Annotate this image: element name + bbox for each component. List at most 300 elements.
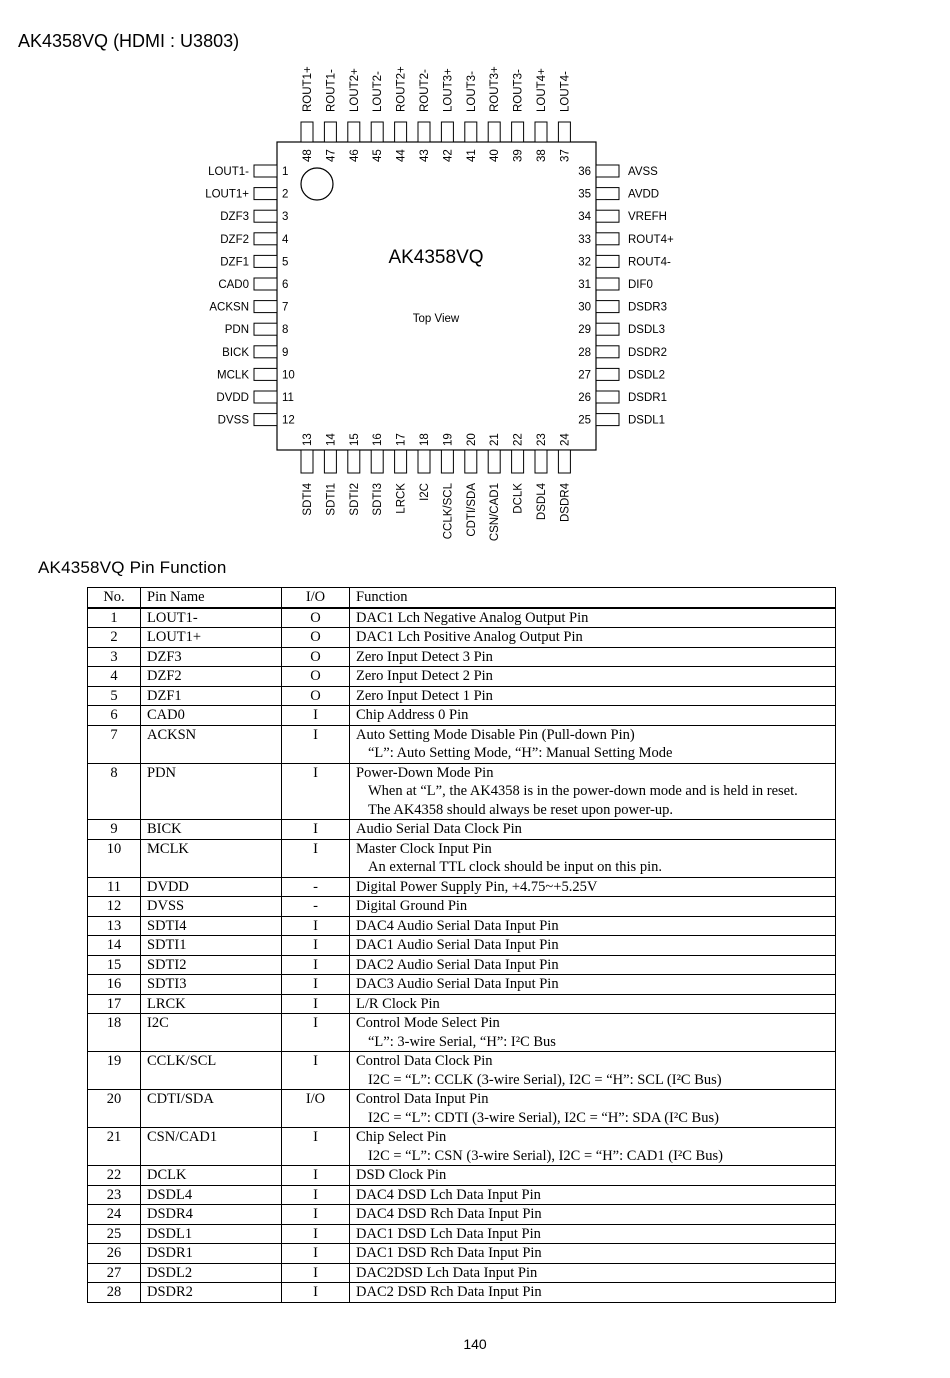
pin-label: LRCK — [395, 483, 408, 514]
pin-function-cell — [350, 1263, 836, 1283]
pin-io-cell: I — [282, 763, 350, 820]
pin-number: 27 — [578, 369, 591, 382]
pin-number: 3 — [282, 211, 289, 224]
pin-name-cell: MCLK — [141, 839, 282, 877]
table-row — [88, 647, 836, 667]
table-row — [88, 1185, 836, 1205]
pin-pad — [348, 122, 360, 142]
table-row — [88, 1128, 836, 1166]
function-text: Audio Serial Data Clock Pin — [356, 821, 522, 837]
pin-number: 12 — [282, 414, 295, 427]
pin-function-cell — [350, 1205, 836, 1225]
pin-name-cell: PDN — [141, 763, 282, 820]
pin-name-cell: SDTI3 — [141, 975, 282, 995]
function-text: DAC1 Lch Negative Analog Output Pin — [356, 609, 589, 626]
pin-pad — [418, 450, 430, 473]
pin-number: 19 — [442, 433, 455, 446]
table-row — [88, 667, 836, 687]
function-text: DAC4 Audio Serial Data Input Pin — [356, 917, 559, 934]
pin-io-cell: - — [282, 877, 350, 897]
pin-number: 35 — [578, 188, 591, 201]
pin-pad — [254, 278, 277, 290]
pin-label: CCLK/SCL — [442, 483, 455, 540]
pin-number: 34 — [578, 211, 591, 224]
pin-number: 36 — [578, 166, 591, 178]
pin-name-cell: DSDR4 — [141, 1205, 282, 1225]
function-text: Control Data Input Pin — [356, 1091, 489, 1107]
pin-label: BICK — [222, 346, 249, 359]
pin-function-cell — [350, 897, 836, 917]
pin-function-cell — [350, 628, 836, 648]
function-text: Chip Select Pin — [356, 1129, 447, 1145]
pin-no-cell: 7 — [88, 725, 141, 763]
pin-number: 10 — [282, 369, 295, 382]
pin-number: 33 — [578, 233, 591, 246]
pin-no-cell: 26 — [88, 1244, 141, 1264]
pin-label: ROUT1+ — [302, 66, 314, 112]
pin-io-cell: I — [282, 1263, 350, 1283]
pin-label: LOUT3+ — [442, 68, 455, 112]
pin-label: CDTI/SDA — [465, 483, 478, 537]
pin-label: AVDD — [628, 188, 660, 201]
pin-pad — [596, 368, 619, 380]
table-row — [88, 1090, 836, 1128]
function-text: DSD Clock Pin — [356, 1167, 447, 1183]
pin-function-title: AK4358VQ Pin Function — [38, 558, 227, 577]
pin-io-cell: I — [282, 1014, 350, 1052]
table-row — [88, 1014, 836, 1052]
table-row — [88, 820, 836, 840]
pin-label: LOUT4- — [559, 71, 572, 112]
function-text: DAC2DSD Lch Data Input Pin — [356, 1264, 538, 1281]
function-text: DAC2 DSD Rch Data Input Pin — [356, 1284, 542, 1300]
pin-label: LOUT1- — [208, 166, 249, 178]
pin-label: DVSS — [217, 414, 249, 427]
pin-no-cell: 2 — [88, 628, 141, 648]
pin-label: DSDR4 — [559, 483, 572, 522]
table-row — [88, 1205, 836, 1225]
function-text: DAC2 Audio Serial Data Input Pin — [356, 956, 559, 973]
pin-io-cell: O — [282, 628, 350, 648]
table-row — [88, 916, 836, 936]
pin-no-cell: 14 — [88, 936, 141, 956]
pin-number: 44 — [395, 149, 408, 162]
function-text: Zero Input Detect 1 Pin — [356, 687, 493, 704]
pin-name-cell: SDTI2 — [141, 955, 282, 975]
pin-pad — [418, 122, 430, 142]
pin-pad — [596, 233, 619, 245]
pin-pad — [254, 346, 277, 358]
pin-name-cell: CDTI/SDA — [141, 1090, 282, 1128]
table-row — [88, 706, 836, 726]
pin-label: AVSS — [628, 166, 658, 178]
pin-io-cell: O — [282, 608, 350, 628]
pin-no-cell: 25 — [88, 1224, 141, 1244]
pin-function-cell — [350, 706, 836, 726]
pin-io-cell: I — [282, 994, 350, 1014]
pin-label: DSDL2 — [628, 369, 666, 382]
pin-pad — [324, 450, 336, 473]
pin-number: 48 — [302, 149, 314, 162]
function-text: Chip Address 0 Pin — [356, 707, 469, 723]
pin-label: SDTI3 — [372, 483, 385, 516]
pin-no-cell: 19 — [88, 1052, 141, 1090]
table-row — [88, 1244, 836, 1264]
table-row — [88, 686, 836, 706]
function-detail: I2C = “L”: CCLK (3-wire Serial), I2C = “H”: SCL (I²C Bus) — [368, 1071, 722, 1088]
pin-label: VREFH — [628, 211, 667, 224]
pin-pad — [254, 368, 277, 380]
pin-name-cell: DZF3 — [141, 647, 282, 667]
pin-function-cell — [350, 647, 836, 667]
table-row — [88, 975, 836, 995]
pin-name-cell: CSN/CAD1 — [141, 1128, 282, 1166]
pin-name-cell: BICK — [141, 820, 282, 840]
function-text: DAC1 Lch Positive Analog Output Pin — [356, 629, 583, 645]
pin-number: 15 — [348, 433, 361, 446]
pin-label: DZF2 — [220, 233, 249, 246]
pin-label: ROUT4+ — [628, 233, 674, 246]
pin-no-cell: 1 — [88, 608, 141, 628]
pin-number: 43 — [419, 149, 431, 162]
pin-number: 32 — [578, 256, 591, 269]
function-detail: I2C = “L”: CDTI (3-wire Serial), I2C = “H”: SDA (I²C Bus) — [368, 1109, 719, 1126]
pin-io-cell: I — [282, 1224, 350, 1244]
pin-pad — [254, 210, 277, 222]
pin-number: 23 — [536, 433, 548, 446]
pin-io-cell: O — [282, 647, 350, 667]
pin-function-cell — [350, 686, 836, 706]
pin-pad — [596, 255, 619, 267]
function-detail: When at “L”, the AK4358 is in the power-down mode and is held in reset. — [368, 783, 798, 799]
pin-pad — [441, 450, 453, 473]
pin-label: DSDL1 — [628, 414, 666, 427]
table-row — [88, 725, 836, 763]
pin-pad — [512, 450, 524, 473]
pin-number: 11 — [282, 392, 294, 404]
pin-number: 26 — [578, 392, 591, 404]
function-text: Digital Ground Pin — [356, 898, 468, 914]
pin-no-cell: 10 — [88, 839, 141, 877]
function-text: DAC4 DSD Lch Data Input Pin — [356, 1186, 541, 1203]
function-detail: “L”: Auto Setting Mode, “H”: Manual Setting Mode — [368, 745, 673, 761]
pin-pad — [512, 122, 524, 142]
pin-name-cell: CAD0 — [141, 706, 282, 726]
pin-pad — [395, 122, 407, 142]
table-row — [88, 763, 836, 820]
pin-number: 40 — [489, 149, 502, 162]
pin-name-cell: DSDR1 — [141, 1244, 282, 1264]
function-text: Zero Input Detect 3 Pin — [356, 648, 493, 665]
pin-function-table — [87, 587, 836, 1303]
pin-label: ROUT4- — [628, 256, 671, 269]
pin-no-cell: 28 — [88, 1283, 141, 1303]
pin1-marker — [301, 168, 333, 200]
pin-no-cell: 23 — [88, 1185, 141, 1205]
header-pin-name: Pin Name — [141, 588, 282, 608]
pin-io-cell: I — [282, 975, 350, 995]
function-text: Digital Power Supply Pin, +4.75~+5.25V — [356, 878, 598, 895]
pin-no-cell: 9 — [88, 820, 141, 840]
pin-io-cell: I — [282, 1205, 350, 1225]
function-text: DAC3 Audio Serial Data Input Pin — [356, 976, 559, 992]
pin-no-cell: 11 — [88, 877, 141, 897]
pin-number: 16 — [372, 433, 385, 446]
pin-io-cell: I — [282, 916, 350, 936]
table-row — [88, 1283, 836, 1303]
pin-name-cell: SDTI1 — [141, 936, 282, 956]
pin-label: DSDL3 — [628, 324, 666, 337]
pin-label: CSN/CAD1 — [489, 483, 502, 542]
pin-no-cell: 17 — [88, 994, 141, 1014]
pin-io-cell: I — [282, 1128, 350, 1166]
pin-io-cell: I — [282, 1052, 350, 1090]
chip-body — [277, 142, 596, 450]
pin-label: DSDR1 — [628, 392, 667, 404]
function-detail: An external TTL clock should be input on this pin. — [368, 859, 662, 875]
pin-pad — [254, 323, 277, 335]
pin-pad — [254, 188, 277, 200]
pin-pad — [465, 122, 477, 142]
pin-number: 31 — [578, 279, 591, 291]
pin-pad — [395, 450, 407, 473]
function-text: DAC1 DSD Rch Data Input Pin — [356, 1245, 542, 1261]
table-row — [88, 1052, 836, 1090]
pin-pad — [324, 122, 336, 142]
pin-label: ROUT3- — [512, 69, 525, 112]
pin-name-cell: DVSS — [141, 897, 282, 917]
pin-function-cell — [350, 839, 836, 877]
pin-number: 5 — [282, 256, 289, 269]
pin-io-cell: I — [282, 955, 350, 975]
pin-label: ROUT3+ — [489, 66, 502, 112]
pin-name-cell: DCLK — [141, 1166, 282, 1186]
function-detail: The AK4358 should always be reset upon power-up. — [368, 801, 673, 818]
pin-number: 37 — [559, 149, 572, 162]
table-header-row — [88, 588, 836, 608]
pin-number: 8 — [282, 324, 289, 337]
pin-number: 2 — [282, 188, 289, 201]
pin-number: 4 — [282, 233, 289, 246]
pin-no-cell: 20 — [88, 1090, 141, 1128]
pin-number: 38 — [536, 149, 548, 162]
pin-pad — [596, 188, 619, 200]
pin-function-cell — [350, 1244, 836, 1264]
header-no: No. — [88, 588, 141, 608]
pin-io-cell: I/O — [282, 1090, 350, 1128]
pin-number: 29 — [578, 324, 591, 337]
table-row — [88, 877, 836, 897]
top-view-label: Top View — [412, 313, 460, 325]
pin-pad — [596, 278, 619, 290]
pin-pad — [535, 450, 547, 473]
pin-number: 45 — [372, 149, 385, 162]
pin-pad — [596, 165, 619, 177]
pin-label: ROUT2- — [419, 69, 431, 112]
pin-function-cell — [350, 1128, 836, 1166]
pin-label: ROUT1- — [325, 69, 338, 112]
pin-no-cell: 4 — [88, 667, 141, 687]
pin-number: 21 — [489, 433, 502, 446]
pin-pad — [348, 450, 360, 473]
pin-name-cell: SDTI4 — [141, 916, 282, 936]
table-row — [88, 839, 836, 877]
pin-number: 41 — [465, 149, 478, 162]
chip-name: AK4358VQ — [388, 247, 484, 268]
pin-pad — [558, 122, 570, 142]
pin-pad — [488, 450, 500, 473]
pin-number: 28 — [578, 346, 591, 359]
function-text: L/R Clock Pin — [356, 995, 440, 1012]
pin-no-cell: 15 — [88, 955, 141, 975]
pin-io-cell: I — [282, 936, 350, 956]
pin-label: LOUT2- — [372, 71, 385, 112]
pin-io-cell: I — [282, 1283, 350, 1303]
pin-function-cell — [350, 1224, 836, 1244]
table-row — [88, 994, 836, 1014]
pin-pad — [465, 450, 477, 473]
pin-number: 42 — [442, 149, 455, 162]
pin-label: MCLK — [217, 369, 249, 382]
pin-pad — [301, 122, 313, 142]
pin-label: DCLK — [512, 483, 525, 514]
pin-io-cell: O — [282, 667, 350, 687]
pin-pad — [254, 391, 277, 403]
table-row — [88, 936, 836, 956]
pin-io-cell: - — [282, 897, 350, 917]
function-text: Auto Setting Mode Disable Pin (Pull-down Pin) — [356, 726, 635, 743]
pin-no-cell: 18 — [88, 1014, 141, 1052]
pin-pad — [596, 301, 619, 313]
pin-name-cell: I2C — [141, 1014, 282, 1052]
pin-label: DZF3 — [220, 211, 249, 224]
pin-function-cell — [350, 1052, 836, 1090]
pin-name-cell: DZF2 — [141, 667, 282, 687]
pin-label: DSDR2 — [628, 346, 667, 359]
pin-number: 20 — [465, 433, 478, 446]
pin-name-cell: ACKSN — [141, 725, 282, 763]
pin-number: 17 — [395, 433, 408, 446]
pin-pad — [254, 301, 277, 313]
pin-label: DIF0 — [628, 279, 653, 291]
pin-number: 46 — [348, 149, 361, 162]
pin-label: I2C — [419, 483, 431, 501]
pin-name-cell: DSDR2 — [141, 1283, 282, 1303]
pin-label: DSDL4 — [536, 483, 548, 521]
pin-label: DZF1 — [220, 256, 249, 269]
pin-number: 13 — [302, 433, 314, 446]
pin-io-cell: I — [282, 839, 350, 877]
pin-label: LOUT1+ — [205, 188, 249, 201]
pin-number: 22 — [512, 433, 525, 446]
pin-no-cell: 6 — [88, 706, 141, 726]
header-function: Function — [350, 588, 836, 608]
pin-no-cell: 8 — [88, 763, 141, 820]
pin-io-cell: I — [282, 820, 350, 840]
pin-number: 18 — [419, 433, 431, 446]
pin-label: CAD0 — [218, 279, 249, 291]
function-detail: I2C = “L”: CSN (3-wire Serial), I2C = “H”: CAD1 (I²C Bus) — [368, 1147, 723, 1164]
pin-number: 39 — [512, 149, 525, 162]
pin-name-cell: DSDL2 — [141, 1263, 282, 1283]
pin-number: 6 — [282, 279, 289, 291]
pin-pad — [371, 122, 383, 142]
pin-name-cell: LOUT1+ — [141, 628, 282, 648]
function-detail: “L”: 3-wire Serial, “H”: I²C Bus — [368, 1033, 556, 1050]
pin-pad — [254, 233, 277, 245]
pin-function-cell — [350, 820, 836, 840]
pin-function-cell — [350, 916, 836, 936]
pin-label: DSDR3 — [628, 301, 667, 314]
pin-label: SDTI2 — [348, 483, 361, 516]
pin-no-cell: 27 — [88, 1263, 141, 1283]
table-row — [88, 1263, 836, 1283]
pin-label: LOUT4+ — [536, 68, 548, 112]
pin-io-cell: I — [282, 1244, 350, 1264]
pin-no-cell: 21 — [88, 1128, 141, 1166]
table-row — [88, 897, 836, 917]
pin-name-cell: LRCK — [141, 994, 282, 1014]
pin-number: 25 — [578, 414, 591, 427]
pin-function-cell — [350, 936, 836, 956]
pin-pad — [371, 450, 383, 473]
pin-pad — [254, 165, 277, 177]
pin-pad — [488, 122, 500, 142]
table-row — [88, 628, 836, 648]
pin-no-cell: 3 — [88, 647, 141, 667]
pin-function-cell — [350, 1014, 836, 1052]
pin-function-cell — [350, 975, 836, 995]
function-text: Zero Input Detect 2 Pin — [356, 668, 493, 684]
page-title: AK4358VQ (HDMI : U3803) — [18, 31, 240, 51]
pin-name-cell: DSDL1 — [141, 1224, 282, 1244]
pin-function-cell — [350, 877, 836, 897]
pin-no-cell: 12 — [88, 897, 141, 917]
pin-label: SDTI4 — [302, 483, 314, 516]
function-text: Control Data Clock Pin — [356, 1053, 493, 1069]
pin-no-cell: 24 — [88, 1205, 141, 1225]
pin-function-cell — [350, 667, 836, 687]
pin-pad — [441, 122, 453, 142]
function-text: DAC4 DSD Rch Data Input Pin — [356, 1206, 542, 1222]
pin-number: 30 — [578, 301, 591, 314]
pin-function-cell — [350, 1185, 836, 1205]
header-io: I/O — [282, 588, 350, 608]
table-row — [88, 1224, 836, 1244]
pin-pad — [596, 346, 619, 358]
pin-label: PDN — [224, 324, 249, 337]
pin-name-cell: DVDD — [141, 877, 282, 897]
pin-number: 24 — [559, 433, 572, 446]
pin-io-cell: I — [282, 1185, 350, 1205]
function-text: Control Mode Select Pin — [356, 1015, 500, 1031]
pin-function-cell — [350, 763, 836, 820]
pin-function-cell — [350, 1166, 836, 1186]
table-row — [88, 1166, 836, 1186]
function-text: DAC1 DSD Lch Data Input Pin — [356, 1225, 541, 1242]
function-text: Master Clock Input Pin — [356, 840, 492, 857]
pin-number: 14 — [325, 433, 338, 446]
pin-no-cell: 22 — [88, 1166, 141, 1186]
pin-pad — [596, 391, 619, 403]
pin-label: ROUT2+ — [395, 66, 408, 112]
pin-function-cell — [350, 955, 836, 975]
pin-no-cell: 16 — [88, 975, 141, 995]
pin-pad — [254, 255, 277, 267]
pin-number: 47 — [325, 149, 338, 162]
pin-io-cell: I — [282, 1166, 350, 1186]
pin-label: SDTI1 — [325, 483, 338, 516]
